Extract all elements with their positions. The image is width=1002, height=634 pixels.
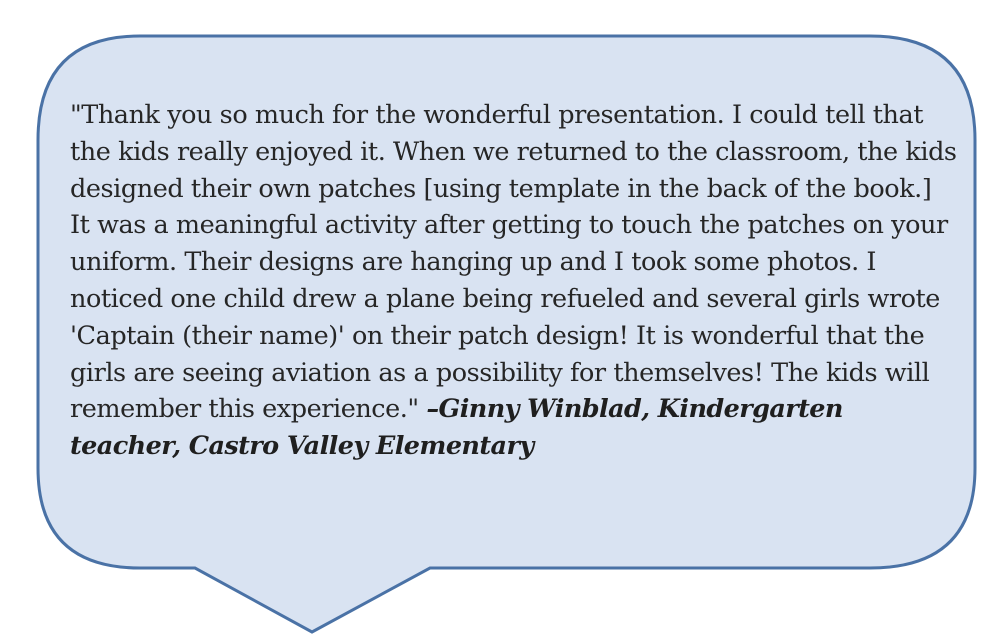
quote-line: "Thank you so much for the wonderful presentation. I could tell that — [70, 100, 924, 130]
attribution-name: –Ginny Winblad, Kindergarten — [426, 394, 843, 425]
quote-line: the kids really enjoyed it. When we returned to the classroom, the kids — [70, 136, 957, 167]
testimonial-quote — [70, 97, 970, 465]
attribution-role: teacher, Castro Valley Elementary — [70, 431, 534, 462]
quote-line: noticed one child drew a plane being refueled and several girls wrote — [70, 283, 940, 314]
quote-line: It was a meaningful activity after getting to touch the patches on your — [70, 210, 948, 241]
quote-line-last — [70, 391, 970, 428]
quote-line: girls are seeing aviation as a possibility for themselves! The kids will — [70, 357, 930, 388]
quote-line: designed their own patches [using template in the back of the book.] — [70, 173, 932, 204]
quote-line: 'Captain (their name)' on their patch design! It is wonderful that the — [70, 320, 925, 351]
quote-line: uniform. Their designs are hanging up and I took some photos. I — [70, 247, 877, 278]
quote-closing-text: remember this experience." — [70, 394, 427, 425]
